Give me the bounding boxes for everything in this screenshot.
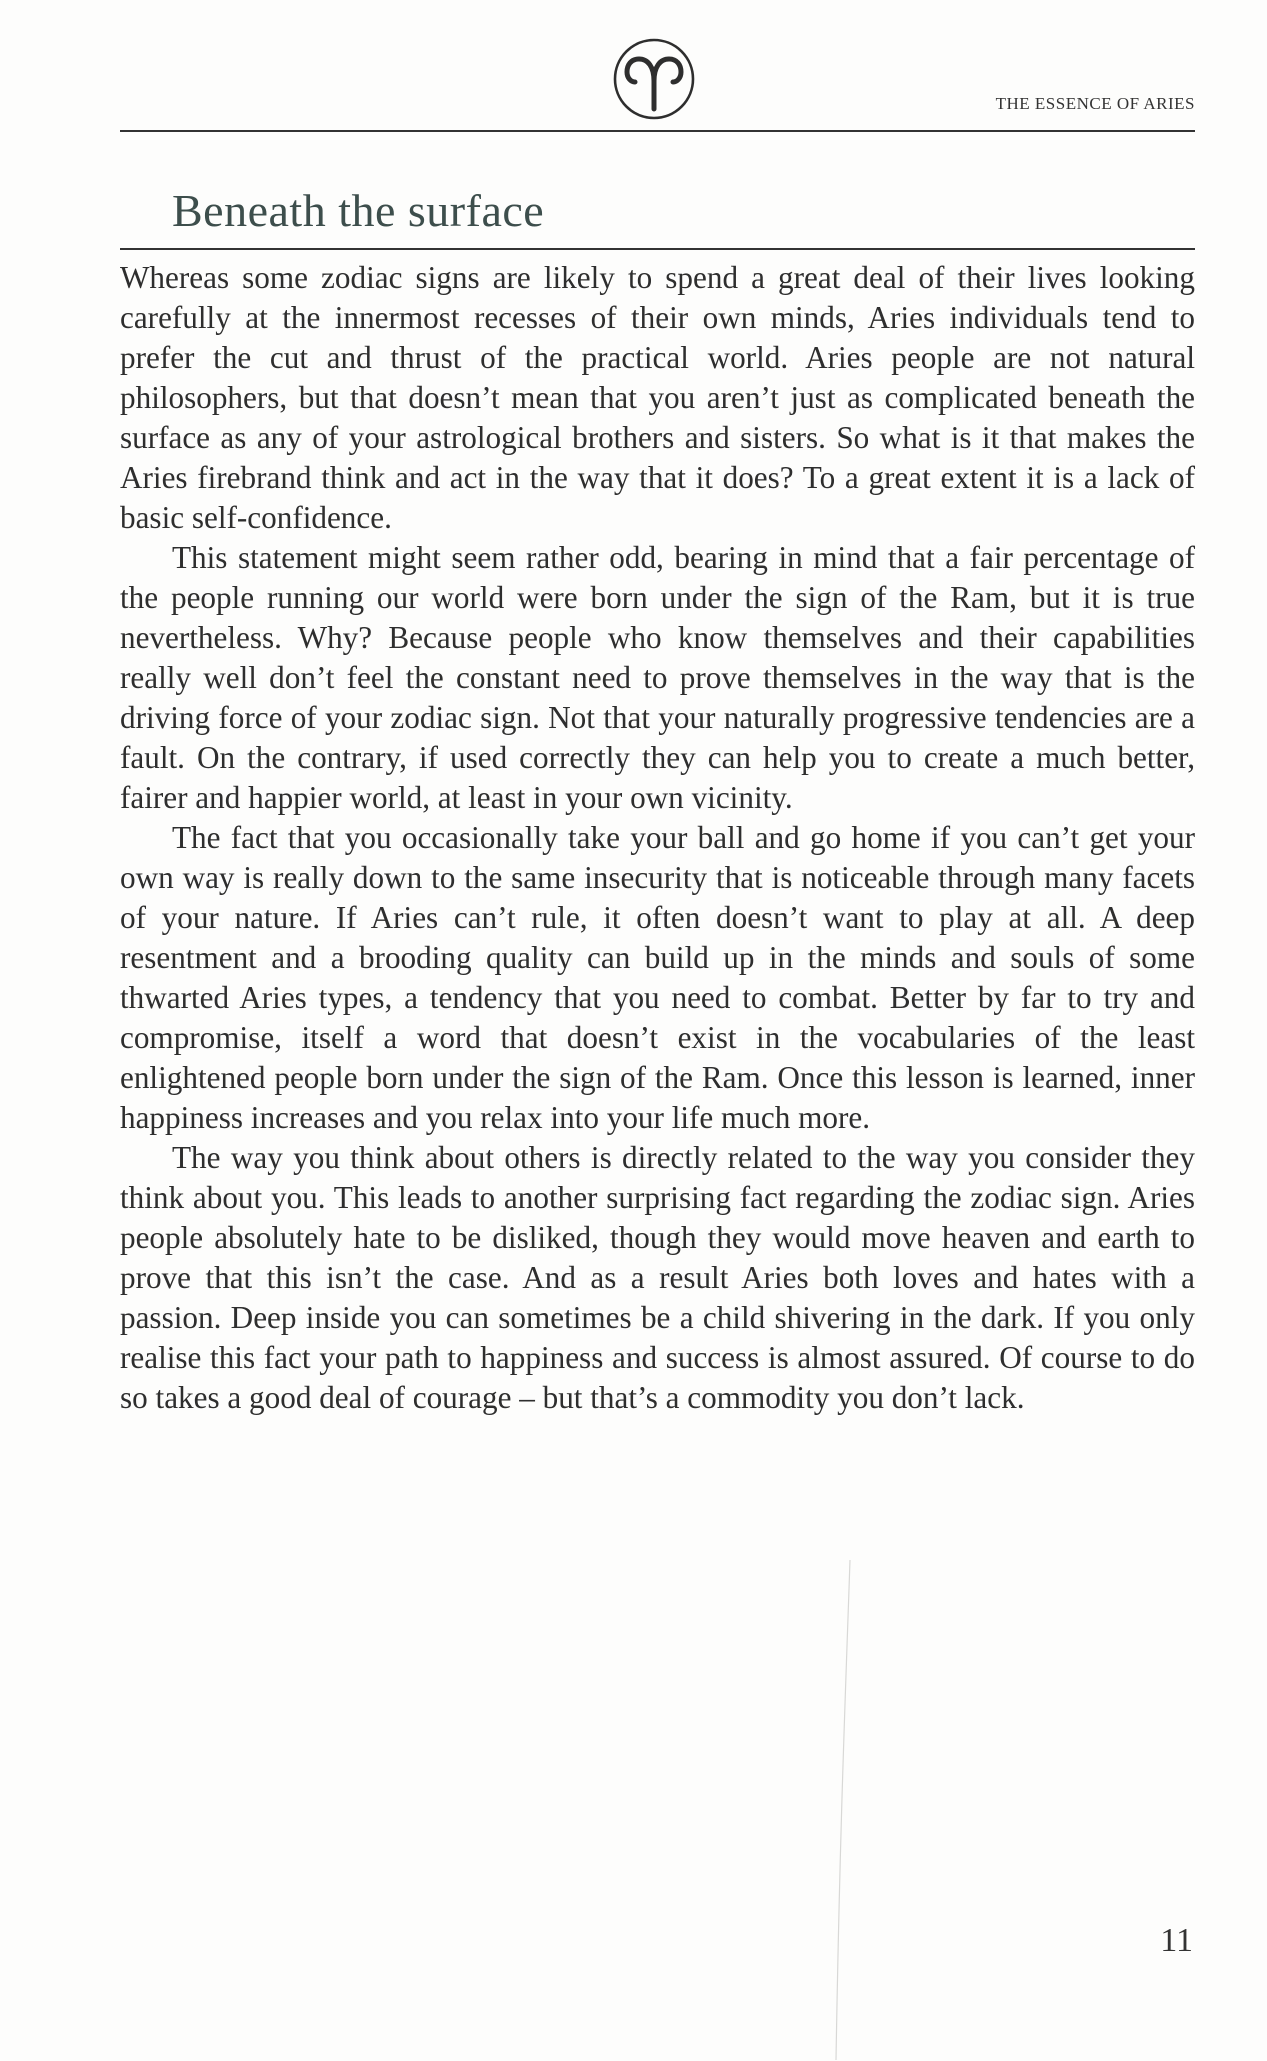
page-crease: [828, 1560, 858, 2060]
section-title: Beneath the surface: [172, 185, 545, 236]
body-text: [120, 258, 1195, 1418]
title-rule: [120, 248, 1195, 250]
paragraph: The way you think about others is directly related to the way you consider they think about you. This leads to another surprising fact regarding the zodiac sign. Aries people absolutely hate to be disliked, though they would move heaven and earth to prove that this isn’t the case. And as a result Aries both loves and hates with a passion. Deep inside you can sometimes be a child shivering in the dark. If you only realise this fact your path to happiness and success is almost assured. Of course to do so takes a good deal of courage – but that’s a commodity you don’t lack.: [120, 1140, 1195, 1415]
running-head: THE ESSENCE OF ARIES: [995, 94, 1195, 113]
page-number: 11: [1160, 1922, 1193, 1959]
aries-emblem-icon: [610, 31, 698, 127]
header-rule: [120, 130, 1195, 132]
paragraph: This statement might seem rather odd, bearing in mind that a fair percentage of the people running our world were born under the sign of the Ram, but it is true nevertheless. Why? Because people who know themselves and their capabilities really well don’t feel the constant need to prove themselves in the way that is the driving force of your zodiac sign. Not that your naturally progressive tendencies are a fault. On the contrary, if used correctly they can help you to create a much better, fairer and happier world, at least in your own vicinity.: [120, 540, 1195, 815]
paragraph: Whereas some zodiac signs are likely to spend a great deal of their lives looking carefully at the innermost recesses of their own minds, Aries individuals tend to prefer the cut and thrust of the practical world. Aries people are not natural philosophers, but that doesn’t mean that you aren’t just as complicated beneath the surface as any of your astrological brothers and sisters. So what is it that makes the Aries firebrand think and act in the way that it does? To a great extent it is a lack of basic self-confidence.: [120, 260, 1195, 535]
paragraph: The fact that you occasionally take your ball and go home if you can’t get your own way is really down to the same insecurity that is noticeable through many facets of your nature. If Aries can’t rule, it often doesn’t want to play at all. A deep resentment and a brooding quality can build up in the minds and souls of some thwarted Aries types, a tendency that you need to combat. Better by far to try and compromise, itself a word that doesn’t exist in the vocabularies of the least enlightened people born under the sign of the Ram. Once this lesson is learned, inner happiness increases and you relax into your life much more.: [120, 820, 1195, 1135]
